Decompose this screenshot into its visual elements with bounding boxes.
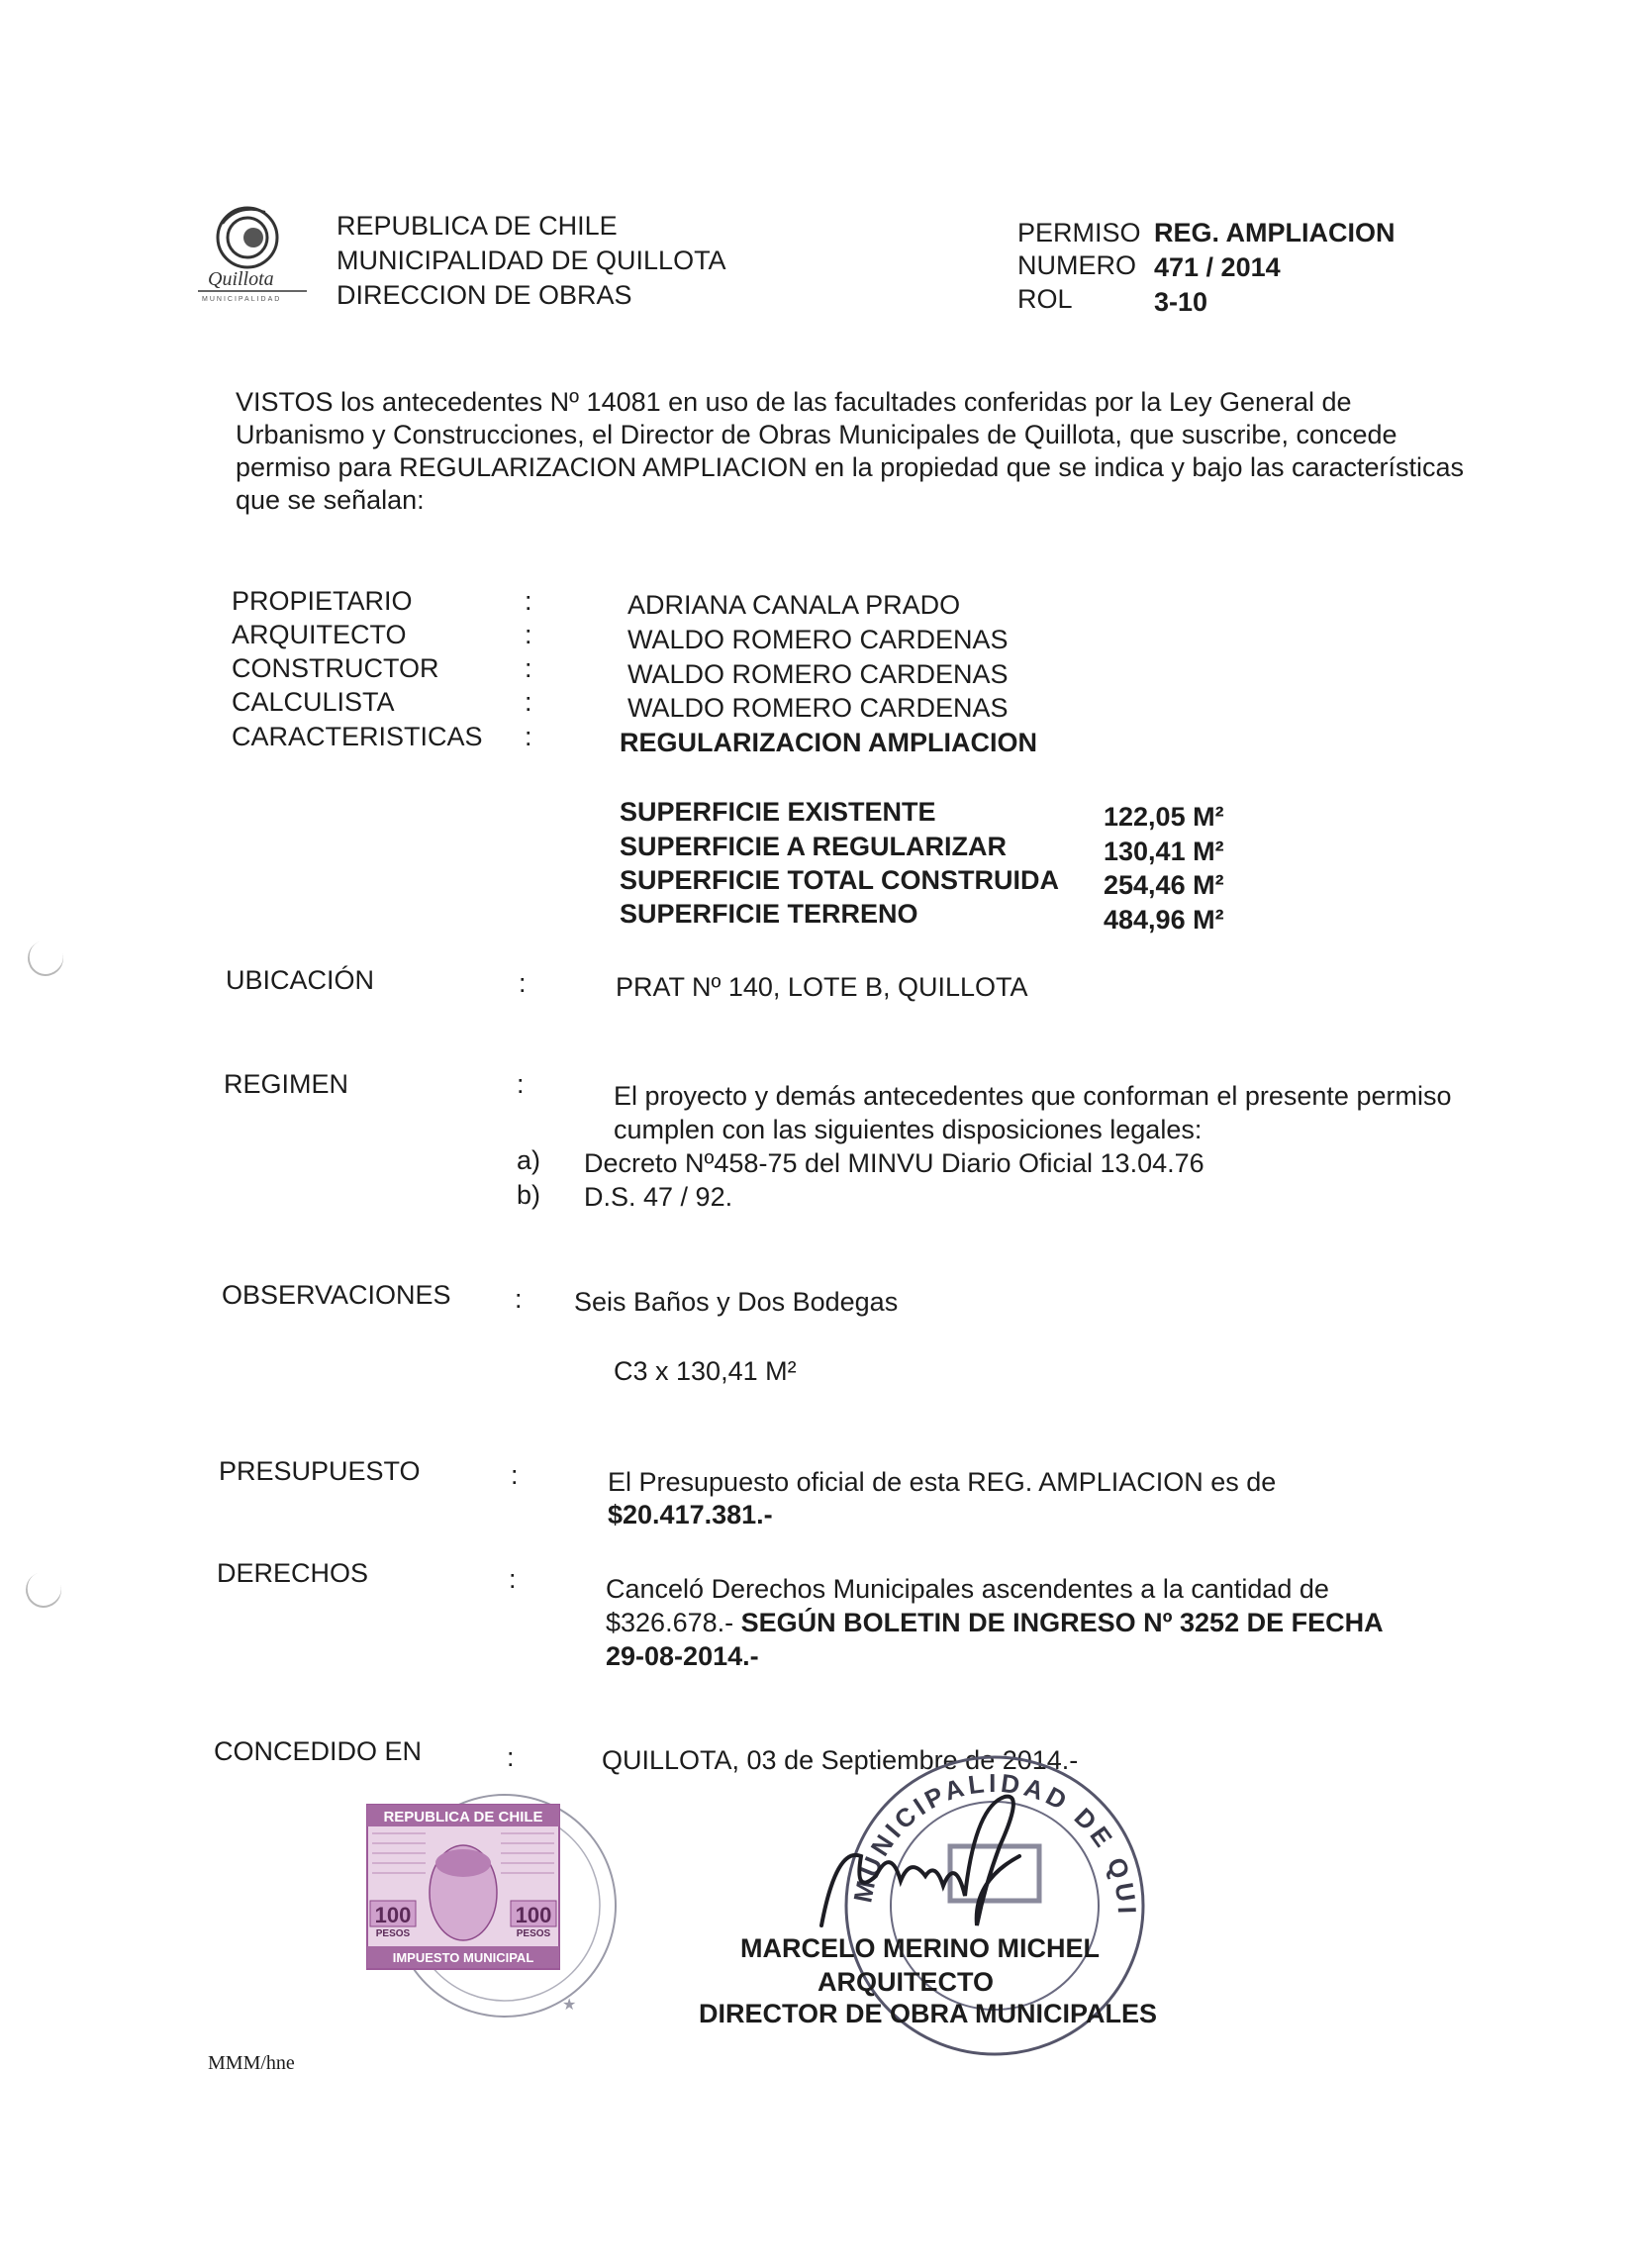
colon: : — [525, 620, 532, 649]
colon: : — [525, 653, 532, 683]
colon: : — [525, 722, 532, 751]
regimen-item-a-marker: a) — [517, 1145, 541, 1175]
propietario-label: PROPIETARIO — [232, 586, 413, 616]
derechos-line-3: 29-08-2014.- — [606, 1641, 759, 1671]
constructor-value: WALDO ROMERO CARDENAS — [627, 659, 1009, 689]
calculista-label: CALCULISTA — [232, 687, 395, 717]
org-name-line-2: MUNICIPALIDAD DE QUILLOTA — [337, 246, 726, 275]
regimen-item-a: Decreto Nº458-75 del MINVU Diario Oficial 13.04.76 — [584, 1148, 1204, 1178]
regimen-line-1: El proyecto y demás antecedentes que conforman el presente permiso — [614, 1081, 1452, 1111]
caracteristicas-label: CARACTERISTICAS — [232, 722, 483, 751]
numero-label: NUMERO — [1017, 250, 1136, 280]
typist-initials: MMM/hne — [208, 2052, 295, 2074]
svg-text:PESOS: PESOS — [375, 1928, 411, 1939]
concedido-value: QUILLOTA, 03 de Septiembre de 2014.- — [602, 1745, 1079, 1775]
arquitecto-label: ARQUITECTO — [232, 620, 407, 649]
surface-label: SUPERFICIE A REGULARIZAR — [620, 832, 1008, 861]
regimen-item-b-marker: b) — [517, 1180, 541, 1210]
svg-text:IMPUESTO MUNICIPAL: IMPUESTO MUNICIPAL — [392, 1950, 534, 1965]
presupuesto-amount: $20.417.381.- — [608, 1500, 773, 1529]
observaciones-label: OBSERVACIONES — [222, 1280, 451, 1310]
permiso-value: REG. AMPLIACION — [1154, 218, 1396, 247]
observaciones-value: Seis Baños y Dos Bodegas — [574, 1287, 899, 1317]
colon: : — [525, 687, 532, 717]
ubicacion-label: UBICACIÓN — [226, 965, 375, 995]
svg-text:100: 100 — [374, 1903, 412, 1927]
rol-value: 3-10 — [1154, 287, 1208, 317]
ubicacion-value: PRAT Nº 140, LOTE B, QUILLOTA — [616, 972, 1028, 1002]
colon: : — [509, 1564, 517, 1594]
intro-line-3: permiso para REGULARIZACION AMPLIACION en la propiedad que se indica y bajo las características — [236, 452, 1465, 482]
presupuesto-label: PRESUPUESTO — [219, 1456, 421, 1486]
signatory-name: MARCELO MERINO MICHEL — [740, 1933, 1100, 1963]
org-name-line-3: DIRECCION DE OBRAS — [337, 280, 632, 310]
svg-text:REPUBLICA DE CHILE: REPUBLICA DE CHILE — [383, 1809, 543, 1825]
svg-text:Quillota: Quillota — [208, 268, 274, 290]
svg-text:MUNICIPALIDAD: MUNICIPALIDAD — [202, 296, 282, 303]
presupuesto-line-1: El Presupuesto oficial de esta REG. AMPLIACION es de — [608, 1467, 1277, 1497]
constructor-label: CONSTRUCTOR — [232, 653, 439, 683]
numero-value: 471 / 2014 — [1154, 252, 1281, 282]
derechos-boletin: SEGÚN BOLETIN DE INGRESO Nº 3252 DE FECHA — [733, 1608, 1384, 1637]
permiso-label: PERMISO — [1017, 218, 1141, 247]
org-name-line-1: REPUBLICA DE CHILE — [337, 211, 618, 241]
derechos-label: DERECHOS — [217, 1558, 369, 1588]
colon: : — [525, 586, 532, 616]
svg-text:★: ★ — [562, 1997, 577, 2014]
punch-hole-mark — [21, 1567, 66, 1613]
regimen-item-b: D.S. 47 / 92. — [584, 1182, 733, 1212]
signatory-title: ARQUITECTO — [818, 1967, 995, 1997]
svg-text:100: 100 — [515, 1903, 552, 1927]
municipal-logo — [198, 194, 317, 303]
colon: : — [517, 1069, 525, 1099]
propietario-value: ADRIANA CANALA PRADO — [627, 590, 961, 620]
observaciones-calc: C3 x 130,41 M² — [614, 1356, 797, 1386]
rol-label: ROL — [1017, 284, 1073, 314]
punch-hole-mark — [23, 936, 68, 981]
surface-value: 130,41 M² — [1104, 837, 1224, 866]
svg-text:MUNICIPALIDAD DE QUILLOTA: MUNICIPALIDAD DE QUI — [847, 1767, 1143, 1919]
surface-label: SUPERFICIE TOTAL CONSTRUIDA — [620, 865, 1060, 895]
derechos-line-1: Canceló Derechos Municipales ascendentes a la cantidad de — [606, 1574, 1329, 1604]
intro-line-1: VISTOS los antecedentes Nº 14081 en uso de las facultades conferidas por la Ley General de — [236, 387, 1352, 417]
signatory-role: DIRECTOR DE OBRA MUNICIPALES — [699, 1999, 1158, 2028]
tax-stamp — [366, 1804, 560, 1970]
regimen-label: REGIMEN — [224, 1069, 349, 1099]
surface-value: 254,46 M² — [1104, 870, 1224, 900]
colon: : — [511, 1460, 519, 1490]
intro-line-4: que se señalan: — [236, 485, 425, 515]
intro-line-2: Urbanismo y Construcciones, el Director de Obras Municipales de Quillota, que suscribe, concede — [236, 420, 1397, 449]
colon: : — [507, 1742, 515, 1772]
derechos-line-2 — [606, 1608, 1384, 1638]
derechos-amount: $326.678.- — [606, 1608, 734, 1637]
colon: : — [515, 1284, 523, 1314]
surface-label: SUPERFICIE TERRENO — [620, 899, 918, 929]
calculista-value: WALDO ROMERO CARDENAS — [627, 693, 1009, 723]
surface-value: 484,96 M² — [1104, 905, 1224, 935]
signature-scribble — [807, 1787, 1044, 1935]
colon: : — [519, 968, 527, 998]
concedido-label: CONCEDIDO EN — [214, 1736, 423, 1766]
caracteristicas-value: REGULARIZACION AMPLIACION — [620, 728, 1037, 757]
surface-value: 122,05 M² — [1104, 802, 1224, 832]
svg-text:PESOS: PESOS — [516, 1928, 551, 1939]
arquitecto-value: WALDO ROMERO CARDENAS — [627, 625, 1009, 654]
surface-label: SUPERFICIE EXISTENTE — [620, 797, 936, 827]
regimen-line-2: cumplen con las siguientes disposiciones legales: — [614, 1115, 1203, 1144]
